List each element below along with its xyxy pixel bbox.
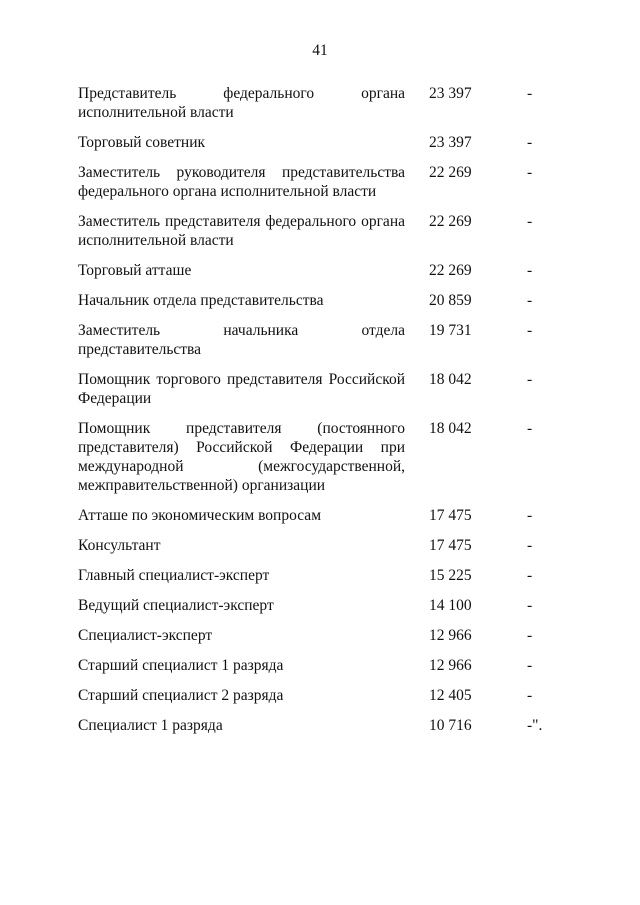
salary-note: - <box>527 507 533 524</box>
position-title: Заместитель руководителя представительства федерального органа исполнительной власти <box>78 164 405 200</box>
salary-amount: 18 042 <box>429 420 472 437</box>
salary-amount: 15 225 <box>429 567 472 584</box>
salary-note: - <box>527 85 533 102</box>
salary-amount: 22 269 <box>429 164 472 181</box>
salary-amount: 17 475 <box>429 537 472 554</box>
table-row <box>78 291 558 310</box>
salary-amount: 23 397 <box>429 85 472 102</box>
salary-table <box>78 84 558 746</box>
position-title: Помощник представителя (постоянного представителя) Российской Федерации при международной (межгосударственной, межправительственной) организации <box>78 420 405 494</box>
salary-amount: 12 405 <box>429 687 472 704</box>
position-title: Представитель федерального органа исполнительной власти <box>78 85 405 121</box>
salary-note: - <box>527 322 533 339</box>
salary-amount: 12 966 <box>429 627 472 644</box>
salary-amount: 10 716 <box>429 717 472 734</box>
salary-note: - <box>527 213 533 230</box>
salary-note: - <box>527 134 533 151</box>
table-row <box>78 566 558 585</box>
table-row <box>78 596 558 615</box>
salary-note: - <box>527 537 533 554</box>
salary-note: - <box>527 164 533 181</box>
salary-note: -". <box>527 717 543 734</box>
position-title: Помощник торгового представителя Российской Федерации <box>78 371 405 407</box>
table-row <box>78 84 558 122</box>
table-row <box>78 370 558 408</box>
salary-note: - <box>527 657 533 674</box>
salary-amount: 14 100 <box>429 597 472 614</box>
salary-amount: 20 859 <box>429 292 472 309</box>
position-title: Ведущий специалист-эксперт <box>78 597 274 614</box>
salary-amount: 22 269 <box>429 213 472 230</box>
table-row <box>78 716 558 735</box>
salary-amount: 12 966 <box>429 657 472 674</box>
table-row <box>78 506 558 525</box>
position-title: Атташе по экономическим вопросам <box>78 507 321 524</box>
table-row <box>78 321 558 359</box>
position-title: Консультант <box>78 537 161 554</box>
page-number: 41 <box>312 42 328 59</box>
position-title: Заместитель представителя федерального органа исполнительной власти <box>78 213 405 249</box>
salary-note: - <box>527 420 533 437</box>
salary-note: - <box>527 597 533 614</box>
table-row <box>78 163 558 201</box>
table-row <box>78 133 558 152</box>
table-row <box>78 212 558 250</box>
position-title: Торговый советник <box>78 134 206 151</box>
salary-amount: 17 475 <box>429 507 472 524</box>
position-title: Начальник отдела представительства <box>78 292 324 309</box>
salary-amount: 19 731 <box>429 322 472 339</box>
position-title: Специалист-эксперт <box>78 627 213 644</box>
salary-amount: 18 042 <box>429 371 472 388</box>
table-row <box>78 261 558 280</box>
salary-note: - <box>527 567 533 584</box>
position-title: Торговый атташе <box>78 262 192 279</box>
salary-amount: 23 397 <box>429 134 472 151</box>
table-row <box>78 419 558 495</box>
position-title: Старший специалист 2 разряда <box>78 687 284 704</box>
position-title: Заместитель начальника отдела представительства <box>78 322 405 358</box>
position-title: Главный специалист-эксперт <box>78 567 270 584</box>
salary-note: - <box>527 371 533 388</box>
salary-note: - <box>527 262 533 279</box>
salary-note: - <box>527 687 533 704</box>
table-row <box>78 536 558 555</box>
table-row <box>78 626 558 645</box>
salary-note: - <box>527 627 533 644</box>
salary-note: - <box>527 292 533 309</box>
salary-amount: 22 269 <box>429 262 472 279</box>
table-row <box>78 656 558 675</box>
table-row <box>78 686 558 705</box>
position-title: Специалист 1 разряда <box>78 717 223 734</box>
position-title: Старший специалист 1 разряда <box>78 657 284 674</box>
